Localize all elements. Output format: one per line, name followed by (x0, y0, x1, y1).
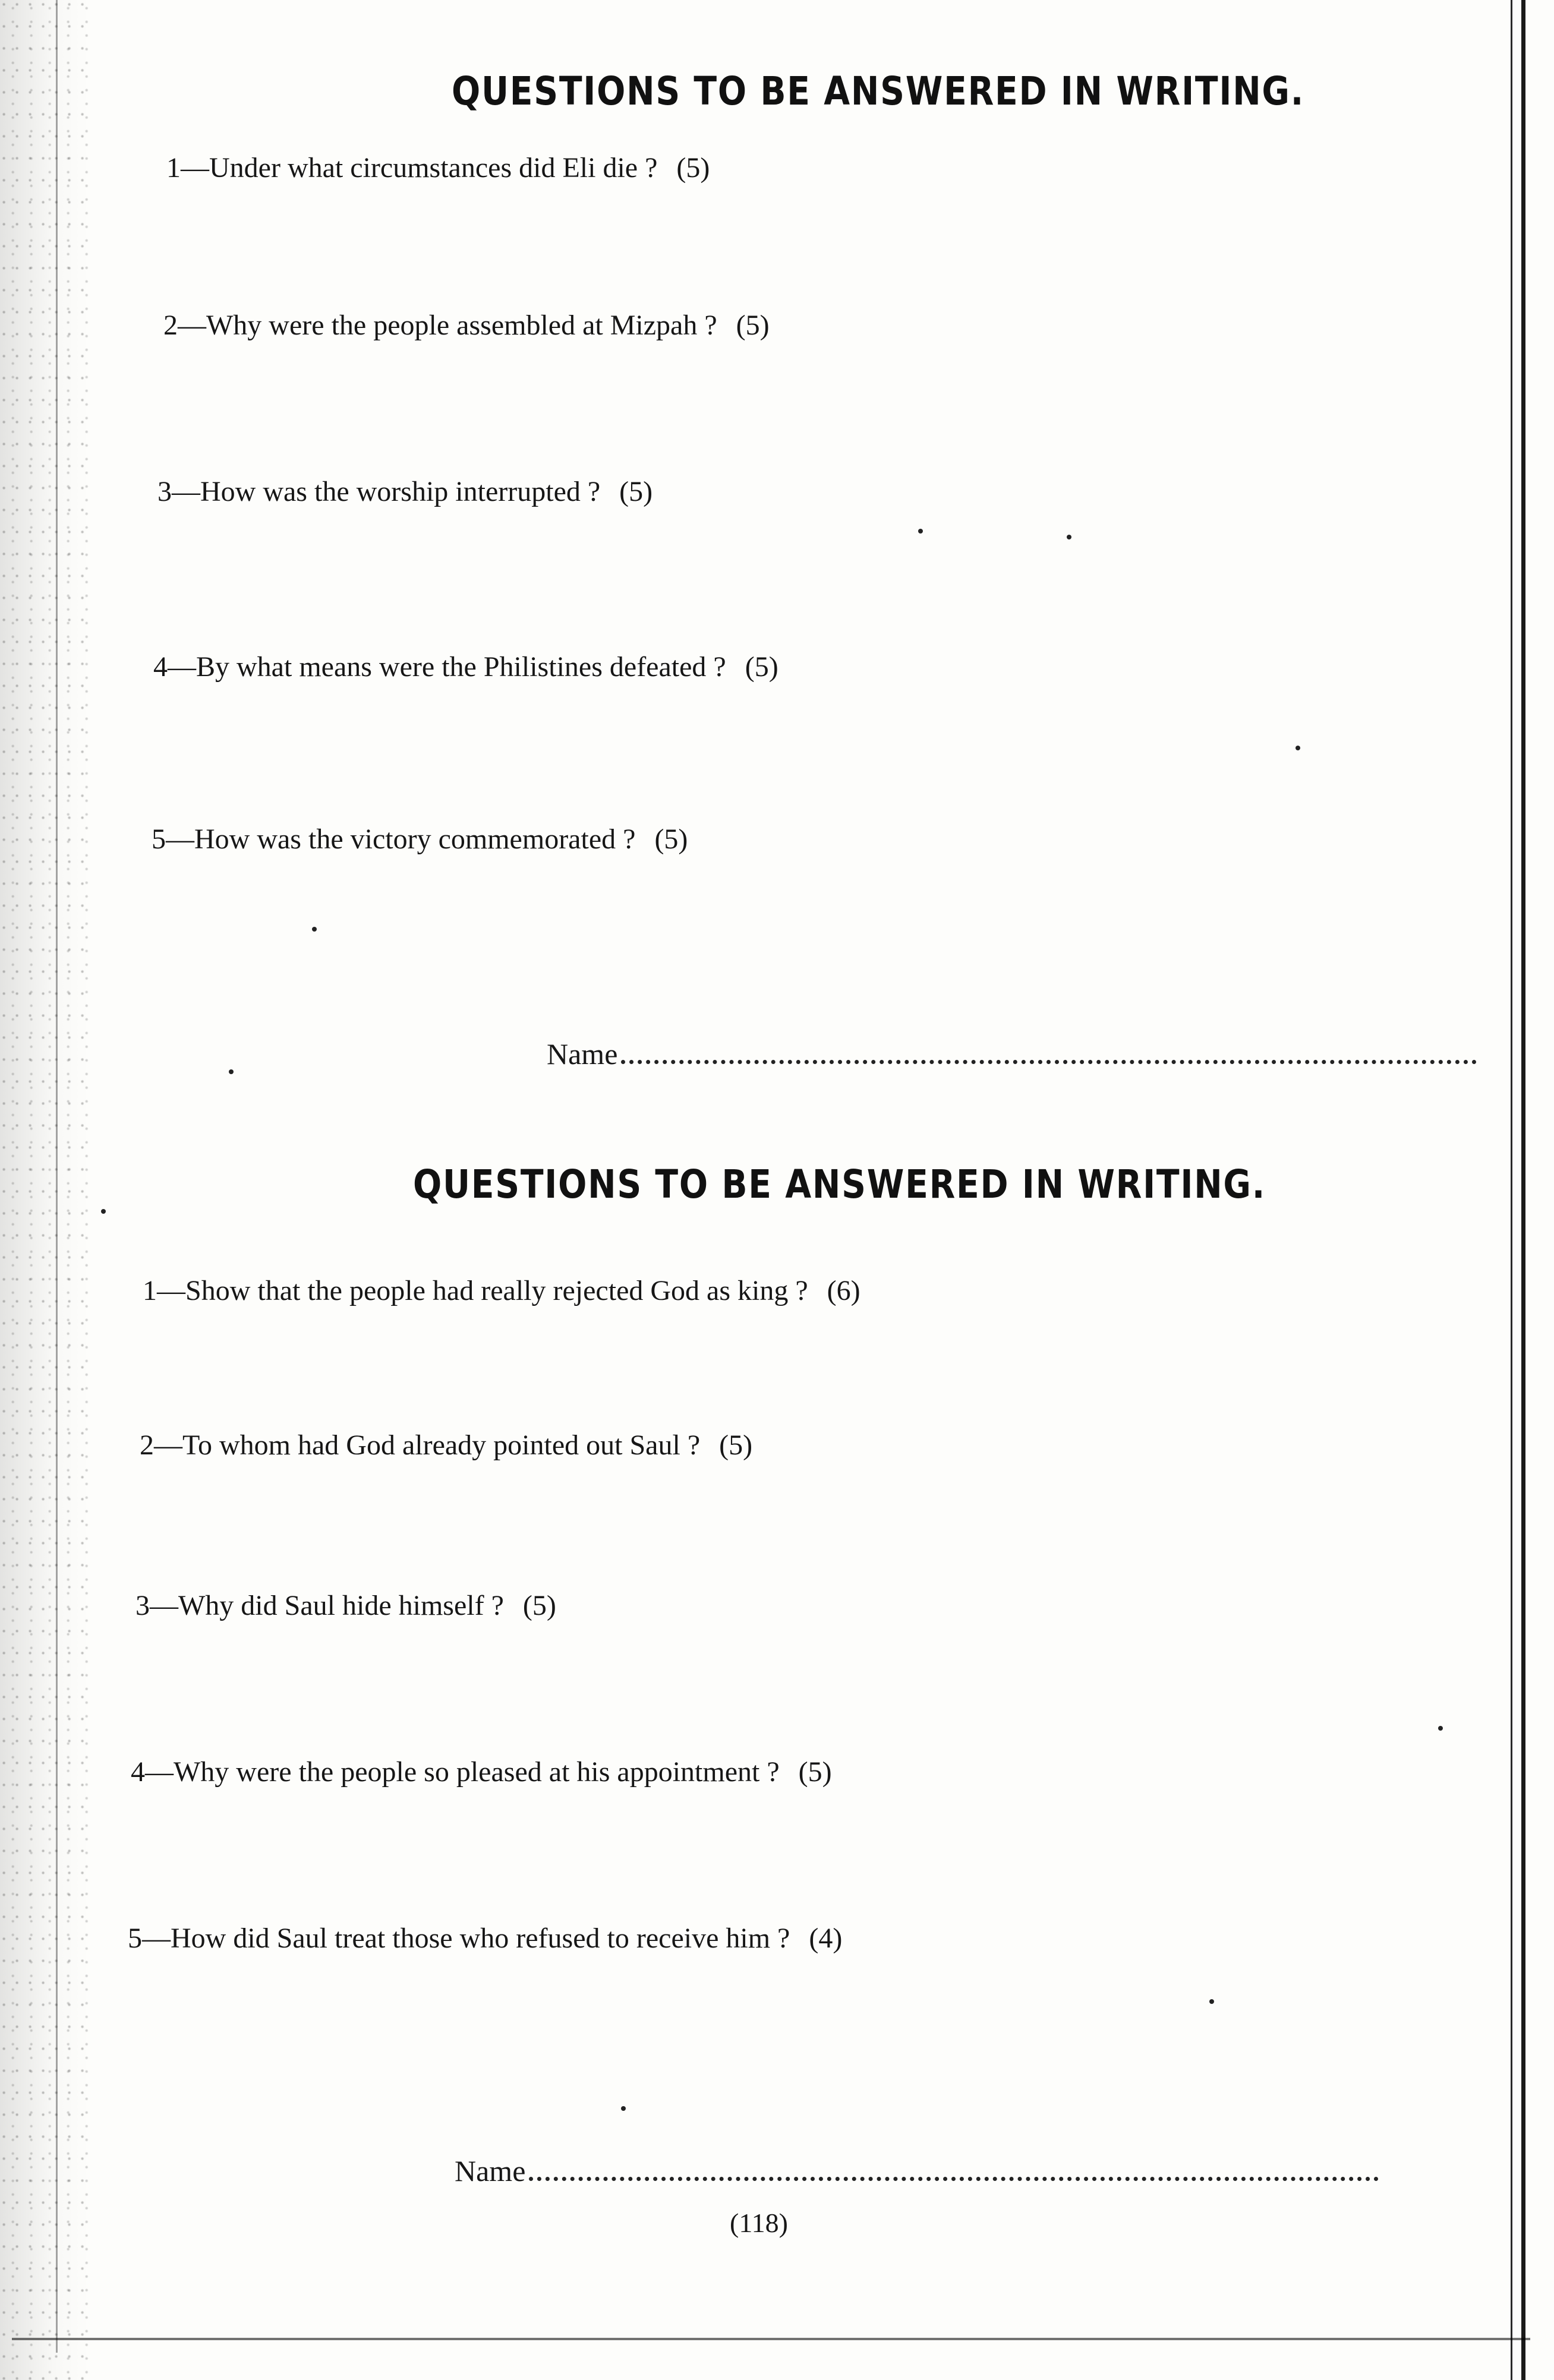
question-text: Show that the people had really rejected God as king ? (185, 1275, 808, 1306)
left-margin-rule (56, 0, 58, 2353)
question-text: How was the victory commemorated ? (194, 823, 636, 855)
name-blank[interactable] (621, 1042, 1477, 1064)
question-marks: (5) (745, 651, 778, 683)
question-text: To whom had God already pointed out Saul ? (182, 1429, 701, 1461)
question-text: Why were the people so pleased at his appointment ? (174, 1756, 780, 1788)
section-2-heading: QUESTIONS TO BE ANSWERED IN WRITING. (413, 1161, 1266, 1207)
print-speck (918, 529, 923, 534)
question-number: 2— (163, 310, 206, 341)
question-marks: (5) (654, 823, 688, 855)
question-number: 4— (131, 1756, 174, 1788)
question-marks: (5) (676, 152, 710, 184)
section-1-question-5 (152, 823, 688, 856)
name-label: Name (455, 2154, 526, 2188)
question-number: 4— (153, 651, 196, 683)
question-text: Under what circumstances did Eli die ? (209, 152, 658, 184)
question-marks: (5) (736, 310, 770, 341)
section-1-question-4 (153, 651, 778, 683)
question-text: How was the worship interrupted ? (200, 476, 601, 507)
print-speck (1067, 535, 1071, 539)
question-text: Why did Saul hide himself ? (178, 1590, 504, 1621)
scan-edge-speckle (0, 0, 89, 2380)
section-2-question-1 (143, 1274, 860, 1307)
page-number: (118) (730, 2208, 788, 2238)
print-speck (621, 2106, 626, 2111)
print-speck (312, 927, 317, 932)
section-1-question-2 (163, 309, 770, 342)
section-1-question-1 (166, 151, 710, 184)
question-text: By what means were the Philistines defeated ? (196, 651, 726, 683)
section-2-question-3 (135, 1589, 556, 1622)
question-marks: (4) (809, 1923, 843, 1954)
section-2-name-line (455, 2154, 1379, 2188)
question-number: 1— (143, 1275, 185, 1306)
section-1-heading: QUESTIONS TO BE ANSWERED IN WRITING. (452, 68, 1305, 114)
question-number: 1— (166, 152, 209, 184)
name-label: Name (547, 1037, 618, 1071)
question-marks: (5) (798, 1756, 832, 1788)
question-marks: (5) (719, 1429, 753, 1461)
question-marks: (5) (522, 1590, 556, 1621)
question-marks: (5) (619, 476, 653, 507)
right-border-thin (1511, 0, 1512, 2380)
question-number: 5— (152, 823, 194, 855)
name-blank[interactable] (529, 2159, 1379, 2181)
section-1-name-line (547, 1037, 1477, 1071)
question-number: 2— (140, 1429, 182, 1461)
print-speck (1438, 1726, 1443, 1731)
print-speck (101, 1209, 106, 1214)
bottom-border (12, 2338, 1530, 2340)
section-2-question-2 (140, 1429, 752, 1462)
question-marks: (6) (827, 1275, 860, 1306)
section-1-question-3 (157, 475, 653, 508)
question-number: 3— (157, 476, 200, 507)
question-text: How did Saul treat those who refused to receive him ? (171, 1923, 790, 1954)
section-2-question-4 (131, 1756, 832, 1788)
section-2-question-5 (128, 1922, 842, 1955)
question-number: 3— (135, 1590, 178, 1621)
question-number: 5— (128, 1923, 171, 1954)
right-border-thick (1521, 0, 1525, 2380)
print-speck (1295, 746, 1300, 750)
print-speck (1209, 1999, 1214, 2004)
question-text: Why were the people assembled at Mizpah ? (206, 310, 717, 341)
print-speck (229, 1069, 234, 1074)
